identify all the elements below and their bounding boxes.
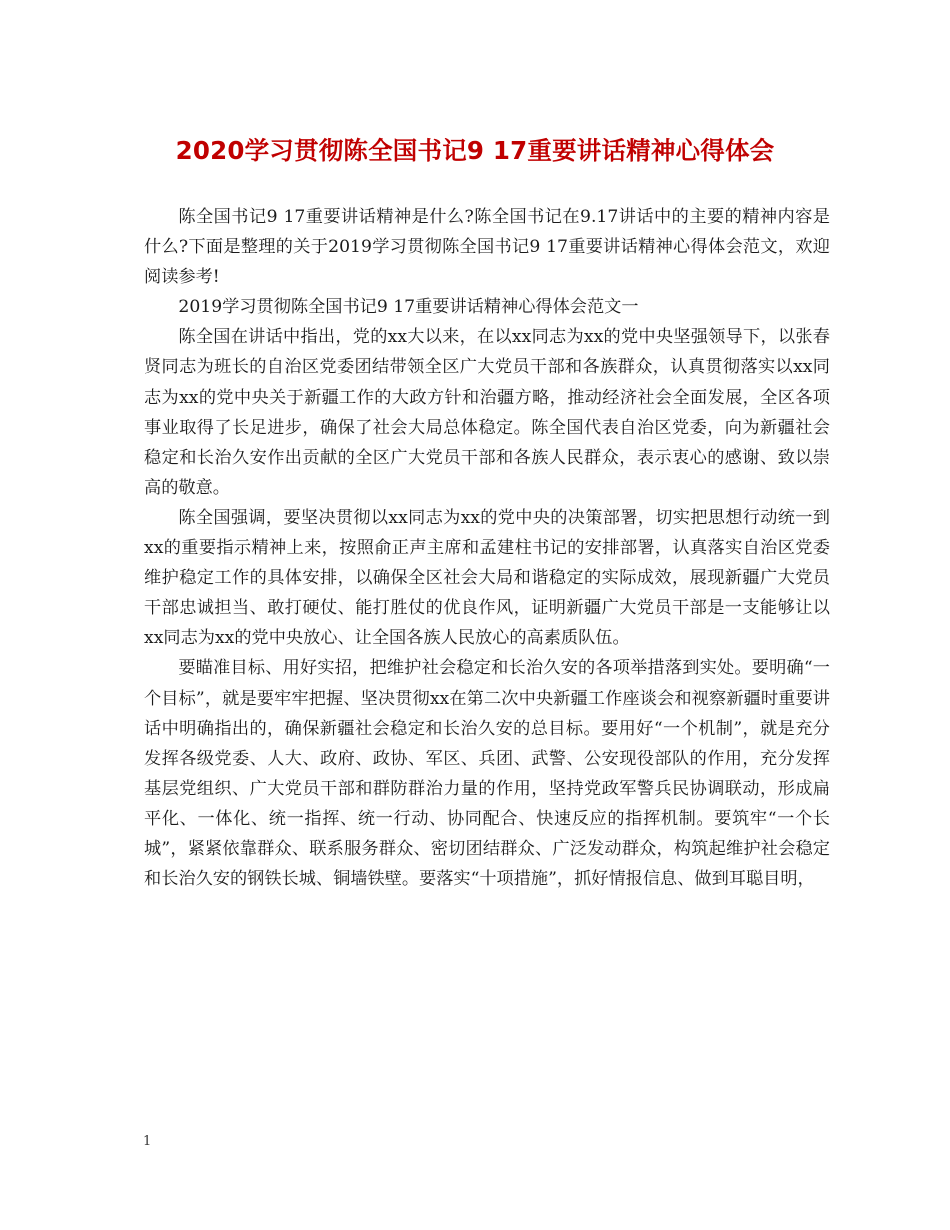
page-number: 1 xyxy=(143,1134,152,1149)
paragraph-3: 要瞄准目标、用好实招，把维护社会稳定和长治久安的各项举措落到实处。要明确“一个目标”，就是要牢牢把握、坚决贯彻xx在第二次中央新疆工作座谈会和视察新疆时重要讲话中明确指出的，确保新疆社会稳定和长治久安的总目标。要用好“一个机制”，就是充分发挥各级党委、人大、政府、政协、军区、兵团、武警、公安现役部队的作用，充分发挥基层党组织、广大党员干部和群防群治力量的作用，坚持党政军警兵民协调联动，形成扁平化、一体化、统一指挥、统一行动、协同配合、快速反应的指挥机制。要筑牢“一个长城”，紧紧依靠群众、联系服务群众、密切团结群众、广泛发动群众，构筑起维护社会稳定和长治久安的钢铁长城、铜墙铁壁。要落实“十项措施”，抓好情报信息、做到耳聪目明， xyxy=(144,658,830,890)
paragraph-2: 陈全国强调，要坚决贯彻以xx同志为xx的党中央的决策部署，切实把思想行动统一到xx的重要指示精神上来，按照俞正声主席和孟建柱书记的安排部署，认真落实自治区党委维护稳定工作的具体安排，以确保全区社会大局和谐稳定的实际成效，展现新疆广大党员干部忠诚担当、敢打硬仗、能打胜仗的优良作风，证明新疆广大党员干部是一支能够让以xx同志为xx的党中央放心、让全国各族人民放心的高素质队伍。 xyxy=(144,507,830,649)
document-title: 2020学习贯彻陈全国书记9 17重要讲话精神心得体会 xyxy=(175,136,775,165)
paragraph-1: 陈全国在讲话中指出，党的xx大以来，在以xx同志为xx的党中央坚强领导下，以张春贤同志为班长的自治区党委团结带领全区广大党员干部和各族群众，认真贯彻落实以xx同志为xx的党中央关于新疆工作的大政方针和治疆方略，推动经济社会全面发展，全区各项事业取得了长足进步，确保了社会大局总体稳定。陈全国代表自治区党委，向为新疆社会稳定和长治久安作出贡献的全区广大党员干部和各族人民群众，表示衷心的感谢、致以崇高的敬意。 xyxy=(144,327,830,498)
paragraph-subheading: 2019学习贯彻陈全国书记9 17重要讲话精神心得体会范文一 xyxy=(178,297,639,318)
paragraph-intro: 陈全国书记9 17重要讲话精神是什么?陈全国书记在9.17讲话中的主要的精神内容是什么?下面是整理的关于2019学习贯彻陈全国书记9 17重要讲话精神心得体会范文，欢迎阅读参考! xyxy=(144,207,830,288)
document-body xyxy=(144,202,830,894)
